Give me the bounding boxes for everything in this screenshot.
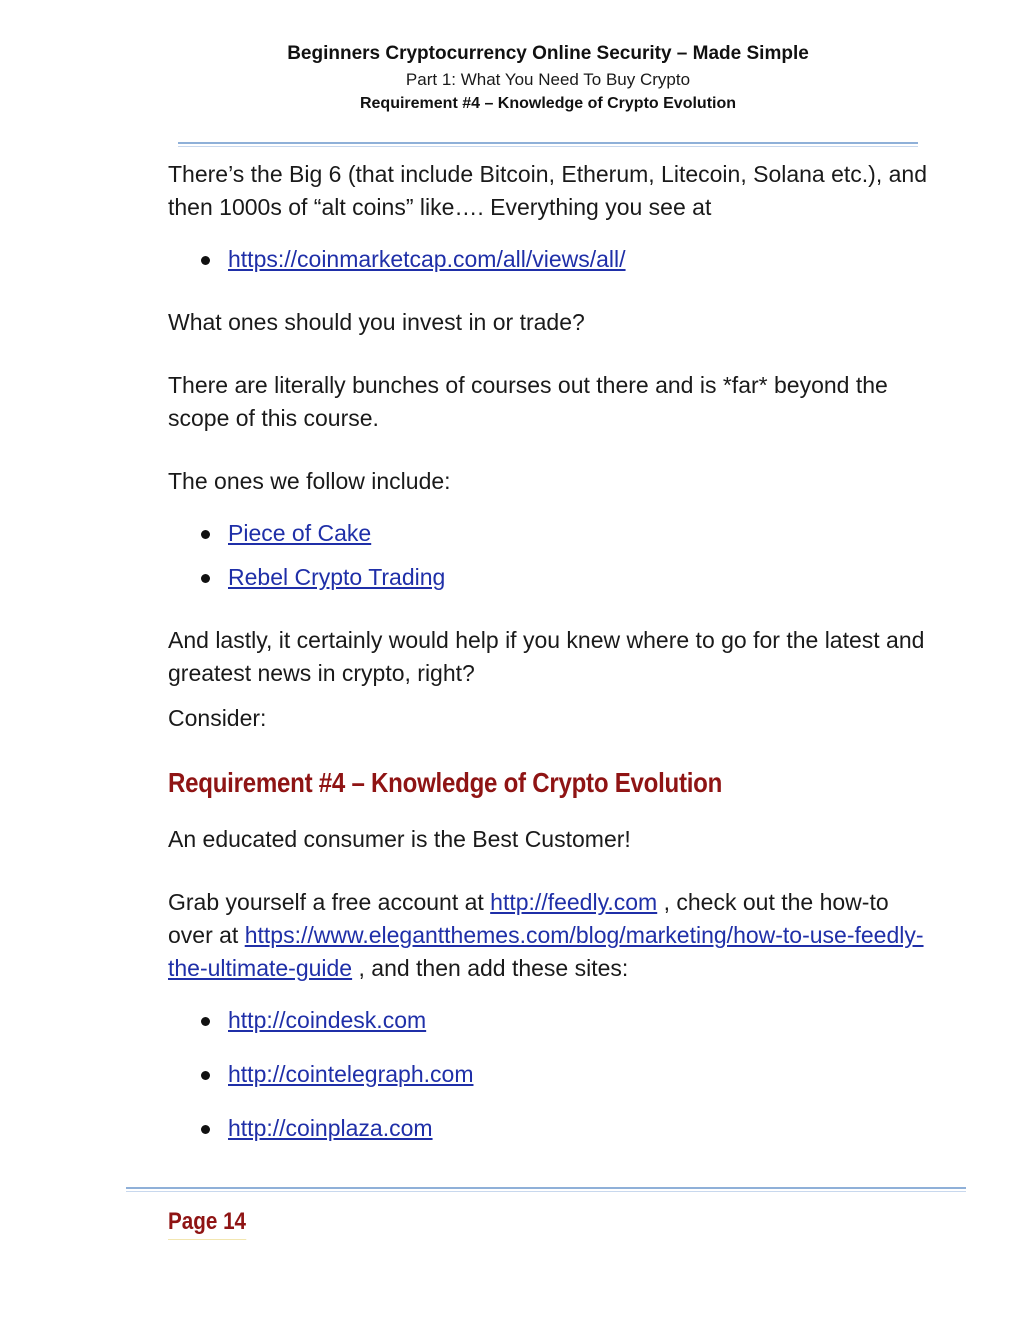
grab-paragraph: [168, 886, 938, 985]
requirement-subtitle: Requirement #4 – Knowledge of Crypto Evolution: [359, 95, 737, 112]
question-paragraph: What ones should you invest in or trade?: [168, 309, 585, 335]
rebel-crypto-trading-link[interactable]: Rebel Crypto Trading: [228, 564, 446, 590]
consider-paragraph: Consider:: [168, 705, 267, 731]
grab-text-1: Grab yourself a free account at: [168, 889, 491, 915]
list-item: [168, 1112, 938, 1145]
page-number: Page 14: [168, 1208, 246, 1240]
coinmarketcap-list: [168, 243, 938, 276]
intro-paragraph: There’s the Big 6 (that include Bitcoin, Etherum, Litecoin, Solana etc.), and then 1000s of “alt coins” like…. Everything you see at: [168, 161, 927, 220]
section-heading: Requirement #4 – Knowledge of Crypto Evolution: [168, 767, 723, 798]
educated-paragraph: An educated consumer is the Best Customer!: [168, 826, 631, 852]
coinmarketcap-link[interactable]: https://coinmarketcap.com/all/views/all/: [228, 246, 626, 272]
list-item: [168, 1004, 938, 1037]
bullet-icon: [201, 574, 210, 583]
coinplaza-link[interactable]: http://coinplaza.com: [228, 1115, 433, 1141]
bullet-icon: [201, 1071, 210, 1080]
piece-of-cake-link[interactable]: Piece of Cake: [228, 520, 372, 546]
bullet-icon: [201, 256, 210, 265]
follow-intro-paragraph: The ones we follow include:: [168, 468, 451, 494]
list-item: [168, 243, 938, 276]
feedly-guide-link[interactable]: https://www.elegantthemes.com/blog/marketing/how-to-use-feedly-the-ultimate-guide: [168, 922, 924, 981]
news-sites-list: [168, 1004, 938, 1145]
courses-list: [168, 517, 938, 594]
courses-paragraph: There are literally bunches of courses out there and is *far* beyond the scope of this course.: [168, 372, 888, 431]
page-content: [168, 158, 938, 1145]
grab-text-2: , check out the how-to over at: [168, 889, 889, 948]
feedly-link[interactable]: http://feedly.com: [490, 889, 658, 915]
footer-divider: [126, 1187, 966, 1189]
document-title: Beginners Cryptocurrency Online Security – Made Simple: [287, 43, 809, 64]
header-divider: [178, 142, 918, 144]
lastly-paragraph: And lastly, it certainly would help if you knew where to go for the latest and greatest news in crypto, right?: [168, 627, 925, 686]
bullet-icon: [201, 1017, 210, 1026]
bullet-icon: [201, 1125, 210, 1134]
grab-text-3: , and then add these sites:: [352, 955, 629, 981]
cointelegraph-link[interactable]: http://cointelegraph.com: [228, 1061, 474, 1087]
list-item: [168, 517, 938, 550]
coindesk-link[interactable]: http://coindesk.com: [228, 1007, 427, 1033]
list-item: [168, 561, 938, 594]
part-subtitle: Part 1: What You Need To Buy Crypto: [405, 70, 691, 89]
list-item: [168, 1058, 938, 1091]
page-header: [0, 40, 1024, 116]
bullet-icon: [201, 530, 210, 539]
